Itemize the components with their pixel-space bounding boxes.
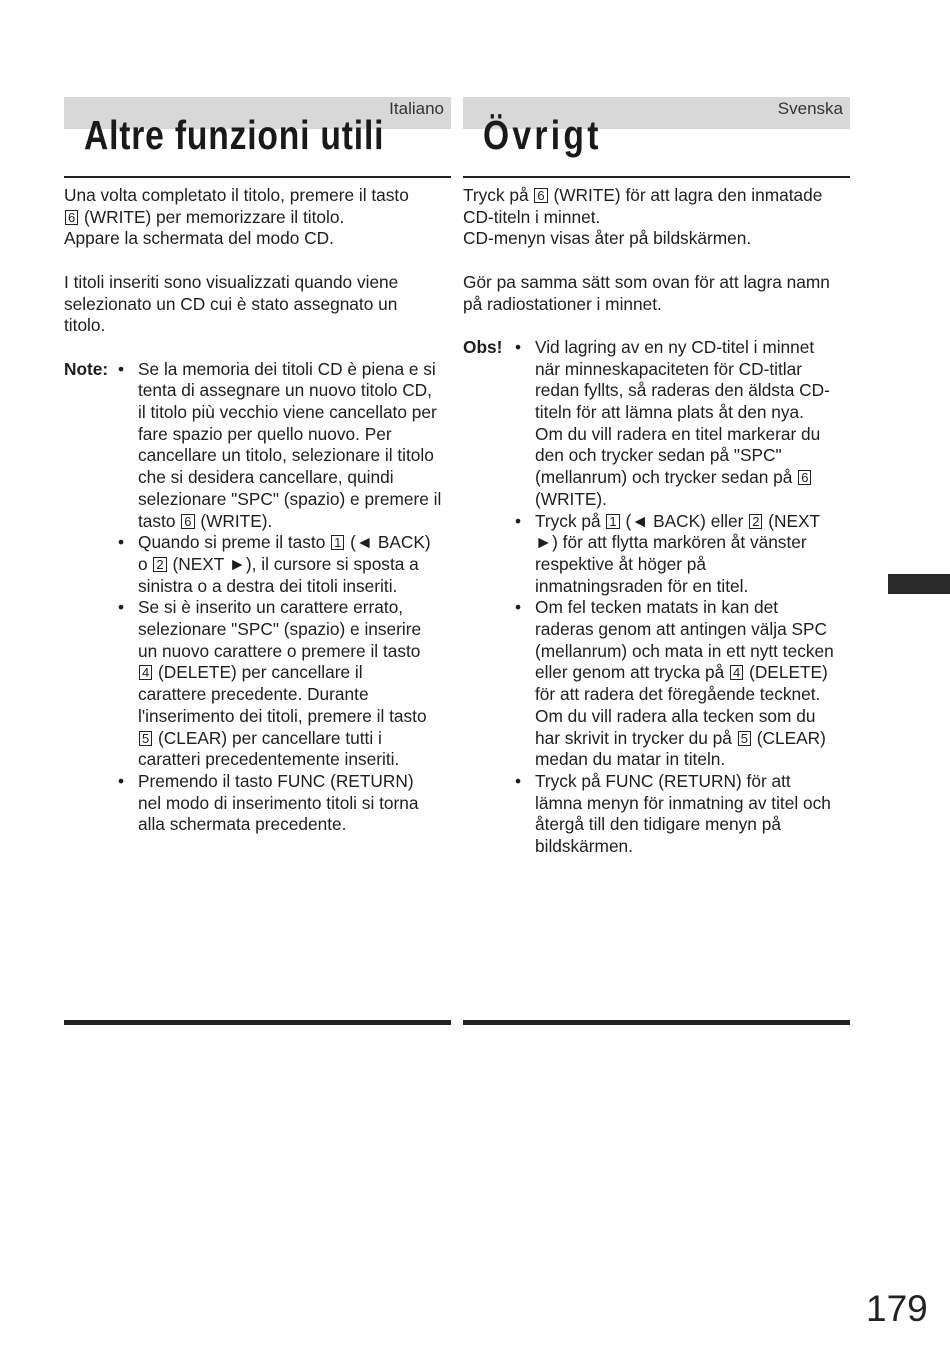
list-item <box>513 337 850 511</box>
paragraph-gap <box>463 315 850 337</box>
text-line: o 2 (NEXT ►), il cursore si sposta a <box>138 553 419 574</box>
text-line: • Vid lagring av en ny CD-titel i minnet <box>535 336 815 357</box>
text-line: il titolo più vecchio viene cancellato per <box>138 402 437 422</box>
list-item <box>513 597 850 771</box>
text-line: titolo. <box>64 315 106 336</box>
text-line: redan fyllts, så raderas den äldsta CD- <box>535 380 830 401</box>
list-item <box>116 771 451 836</box>
text-line: inmatningsraden för en titel. <box>535 575 749 596</box>
text-line: (mellanrum) och mata in ett nytt tecken <box>535 640 834 661</box>
list-item <box>116 532 451 597</box>
text-line: Una volta completato il titolo, premere il tasto <box>64 185 409 205</box>
list-item <box>116 359 451 533</box>
text-line: 6 (WRITE) per memorizzare il titolo. <box>64 207 451 229</box>
text-line: Appare la schermata del modo CD. <box>64 228 334 249</box>
text-line: på radiostationer i minnet. <box>463 293 662 314</box>
list-item <box>116 597 451 771</box>
text-line: (WRITE). <box>535 488 607 509</box>
text-line: medan du matar in titeln. <box>535 749 726 770</box>
text-line: bildskärmen. <box>535 836 633 857</box>
list-item <box>513 771 850 858</box>
divider-top <box>64 176 451 178</box>
text-line: alla schermata precedente. <box>138 814 347 835</box>
text-line: selezionato un CD cui è stato assegnato un <box>64 293 398 314</box>
text-line: när minneskapaciteten för CD-titlar <box>535 358 803 379</box>
text-line: • Se la memoria dei titoli CD è piena e si <box>138 358 436 379</box>
text-line: • Tryck på 1 (◄ BACK) eller 2 (NEXT <box>535 510 821 531</box>
key-6-icon: 6 <box>181 514 194 529</box>
section-title: Altre funzioni utili <box>84 112 385 158</box>
note-label: Obs! <box>463 336 503 357</box>
text-line: I titoli inseriti sono visualizzati quando viene <box>64 271 399 292</box>
paragraph-gap <box>463 250 850 272</box>
note-block <box>463 337 850 858</box>
text-line: återgå till den tidigare menyn på <box>535 814 781 835</box>
text-line: Om du vill radera alla tecken som du <box>535 705 816 726</box>
text-line: respektive åt höger på <box>535 553 706 574</box>
note-label: Note: <box>64 358 109 379</box>
text-line: selezionare "SPC" (spazio) e inserire <box>138 619 422 640</box>
text-line: ►) för att flytta markören åt vänster <box>535 532 807 553</box>
text-line: l'inserimento dei titoli, premere il tasto <box>138 705 427 726</box>
text-line: Gör pa samma sätt som ovan för att lagra namn <box>463 271 830 292</box>
text-line: fare spazio per quello nuovo. Per <box>138 423 392 444</box>
language-label: Svenska <box>777 99 843 118</box>
section-title: Övrigt <box>483 112 602 158</box>
text-line: • Se si è inserito un carattere errato, <box>138 597 404 618</box>
text-line: • Premendo il tasto FUNC (RETURN) <box>138 770 414 791</box>
text-line: sinistra o a destra dei titoli inseriti. <box>138 575 398 596</box>
body-text <box>64 185 451 836</box>
text-line: Om du vill radera en titel markerar du <box>535 423 821 444</box>
intro-lines <box>463 185 850 337</box>
text-line: tenta di assegnare un nuovo titolo CD, <box>138 380 432 401</box>
text-line: har skrivit in trycker du på 5 (CLEAR) <box>535 727 826 748</box>
key-1-icon: 1 <box>606 514 619 529</box>
divider-bottom <box>64 1020 451 1025</box>
key-6-icon: 6 <box>534 188 547 203</box>
text-line: (mellanrum) och trycker sedan på 6 <box>535 467 850 489</box>
text-line: CD-titeln i minnet. <box>463 206 601 227</box>
text-line: selezionare "SPC" (spazio) e premere il <box>138 488 442 509</box>
paragraph-gap <box>64 250 451 272</box>
text-line: Tryck på 6 (WRITE) för att lagra den inmatade <box>463 185 823 205</box>
key-5-icon: 5 <box>738 731 751 746</box>
note-list <box>513 337 850 858</box>
note-block <box>64 359 451 836</box>
divider-bottom <box>463 1020 850 1025</box>
list-item <box>513 511 850 598</box>
text-line: tasto 6 (WRITE). <box>138 510 273 531</box>
paragraph-gap <box>64 337 451 359</box>
key-2-icon: 2 <box>153 557 166 572</box>
text-line: un nuovo carattere o premere il tasto <box>138 640 421 661</box>
text-line: CD-menyn visas åter på bildskärmen. <box>463 228 752 249</box>
key-4-icon: 4 <box>730 665 743 680</box>
text-line: caratteri precedentemente inseriti. <box>138 749 400 770</box>
intro-lines <box>64 185 451 359</box>
body-text <box>463 185 850 858</box>
text-line: för att radera det föregående tecknet. <box>535 684 821 705</box>
text-line: • Tryck på FUNC (RETURN) för att <box>535 770 791 791</box>
section-tab-marker <box>888 574 950 594</box>
text-line: 4 (DELETE) per cancellare il <box>138 662 451 684</box>
key-1-icon: 1 <box>331 535 344 550</box>
key-5-icon: 5 <box>139 731 152 746</box>
text-line: nel modo di inserimento titoli si torna <box>138 792 419 813</box>
text-line: 5 (CLEAR) per cancellare tutti i <box>138 728 451 750</box>
text-line: • Quando si preme il tasto 1 (◄ BACK) <box>138 532 431 553</box>
text-line: cancellare un titolo, selezionare il titolo <box>138 445 434 466</box>
key-6-icon: 6 <box>798 470 811 485</box>
language-label: Italiano <box>389 99 444 118</box>
key-4-icon: 4 <box>139 665 152 680</box>
text-line: carattere precedente. Durante <box>138 684 369 705</box>
page-number: 179 <box>866 1288 928 1329</box>
text-line: lämna menyn för inmatning av titel och <box>535 792 831 813</box>
text-line: eller genom att trycka på 4 (DELETE) <box>535 662 828 683</box>
text-line: che si desidera cancellare, quindi <box>138 467 394 488</box>
text-line: raderas genom att antingen välja SPC <box>535 619 828 640</box>
text-line: titeln för att lämna plats åt den nya. <box>535 402 804 422</box>
note-list <box>116 359 451 836</box>
text-line: • Om fel tecken matats in kan det <box>535 597 779 618</box>
key-2-icon: 2 <box>749 514 762 529</box>
divider-top <box>463 176 850 178</box>
key-6-icon: 6 <box>65 210 78 225</box>
text-line: den och trycker sedan på "SPC" <box>535 445 782 466</box>
